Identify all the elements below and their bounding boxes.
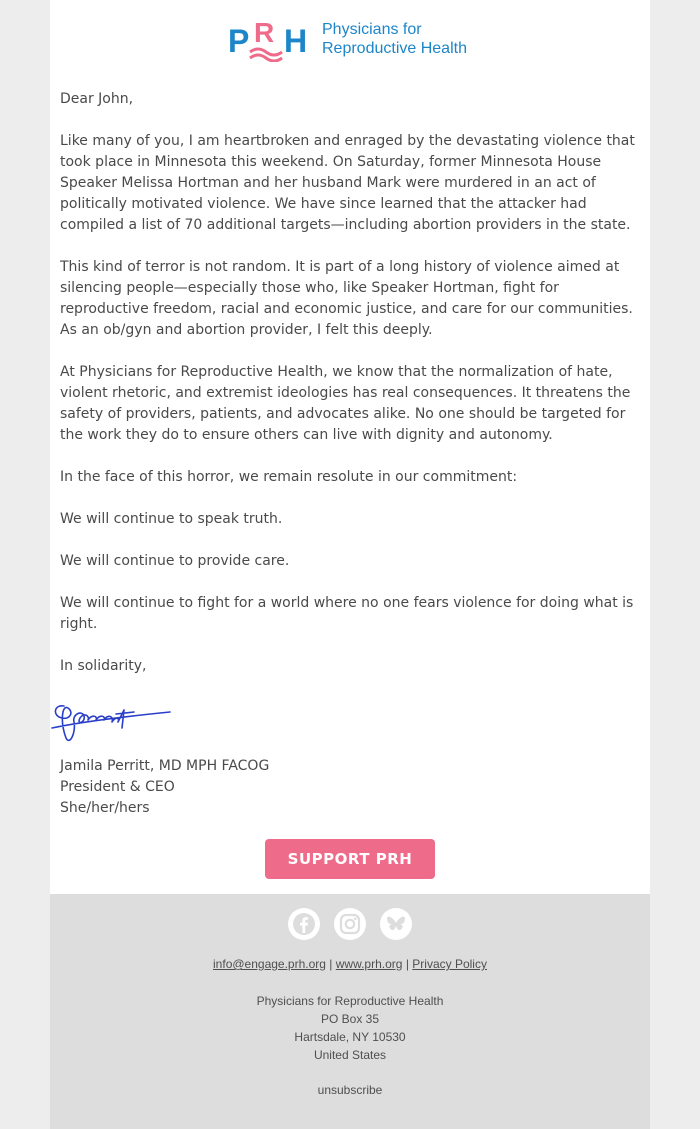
footer-links xyxy=(50,956,650,972)
paragraph: We will continue to provide care. xyxy=(60,553,290,569)
paragraph: At Physicians for Reproductive Health, we know that the normalization of hate, violent rhetoric, and extremist ideologies has real consequences. It threatens the safety of providers, patients, and advocates alike. No one should be targeted for the work they do to ensure others can live with dignity and autonomy. xyxy=(60,364,631,443)
privacy-policy-link[interactable]: Privacy Policy xyxy=(412,957,487,971)
greeting: Dear John, xyxy=(60,91,134,107)
svg-text:R: R xyxy=(254,17,275,48)
email-header xyxy=(50,0,650,75)
letter-body xyxy=(60,89,645,698)
facebook-icon[interactable] xyxy=(288,908,320,940)
signer-name: Jamila Perritt, MD MPH FACOG xyxy=(60,758,270,774)
svg-text:P: P xyxy=(228,23,250,59)
link-separator: | xyxy=(405,957,409,971)
social-links xyxy=(50,908,650,942)
svg-text:H: H xyxy=(284,23,308,59)
mailing-address xyxy=(50,992,650,1064)
email-footer xyxy=(50,894,650,1129)
address-org: Physicians for Reproductive Health xyxy=(256,994,444,1008)
closing: In solidarity, xyxy=(60,658,147,674)
unsubscribe-link[interactable]: unsubscribe xyxy=(317,1083,383,1097)
link-separator: | xyxy=(329,957,333,971)
instagram-icon[interactable] xyxy=(334,908,366,940)
email-link[interactable]: info@engage.prh.org xyxy=(213,957,326,971)
paragraph: In the face of this horror, we remain resolute in our commitment: xyxy=(60,469,518,485)
signature-icon xyxy=(50,692,174,752)
bluesky-icon[interactable] xyxy=(380,908,412,940)
support-prh-button[interactable]: SUPPORT PRH xyxy=(265,839,435,879)
org-name-line1: Physicians for xyxy=(322,21,422,38)
prh-logo-mark-icon xyxy=(228,16,310,62)
website-link[interactable]: www.prh.org xyxy=(335,957,403,971)
paragraph: We will continue to fight for a world where no one fears violence for doing what is right. xyxy=(60,595,634,632)
email-container xyxy=(50,0,650,1129)
signer-pronouns: She/her/hers xyxy=(60,800,150,816)
org-name xyxy=(322,20,467,58)
address-line1: PO Box 35 xyxy=(320,1012,380,1026)
signoff-block xyxy=(60,756,269,819)
address-country: United States xyxy=(313,1048,387,1062)
prh-logo[interactable] xyxy=(228,16,478,64)
paragraph: Like many of you, I am heartbroken and enraged by the devastating violence that took place in Minnesota this weekend. On Saturday, former Minnesota House Speaker Melissa Hortman and her husband Mark were murdered in an act of politically motivated violence. We have since learned that the attacker had compiled a list of 70 additional targets—including abortion providers in the state. xyxy=(60,133,635,233)
paragraph: This kind of terror is not random. It is part of a long history of violence aimed at silencing people—especially those who, like Speaker Hortman, fight for reproductive freedom, racial and economic justice, and care for our communities. As an ob/gyn and abortion provider, I felt this deeply. xyxy=(60,259,633,338)
paragraph: We will continue to speak truth. xyxy=(60,511,283,527)
signer-title: President & CEO xyxy=(60,779,175,795)
unsubscribe-row xyxy=(50,1082,650,1098)
address-line2: Hartsdale, NY 10530 xyxy=(294,1030,406,1044)
org-name-line2: Reproductive Health xyxy=(322,40,467,57)
